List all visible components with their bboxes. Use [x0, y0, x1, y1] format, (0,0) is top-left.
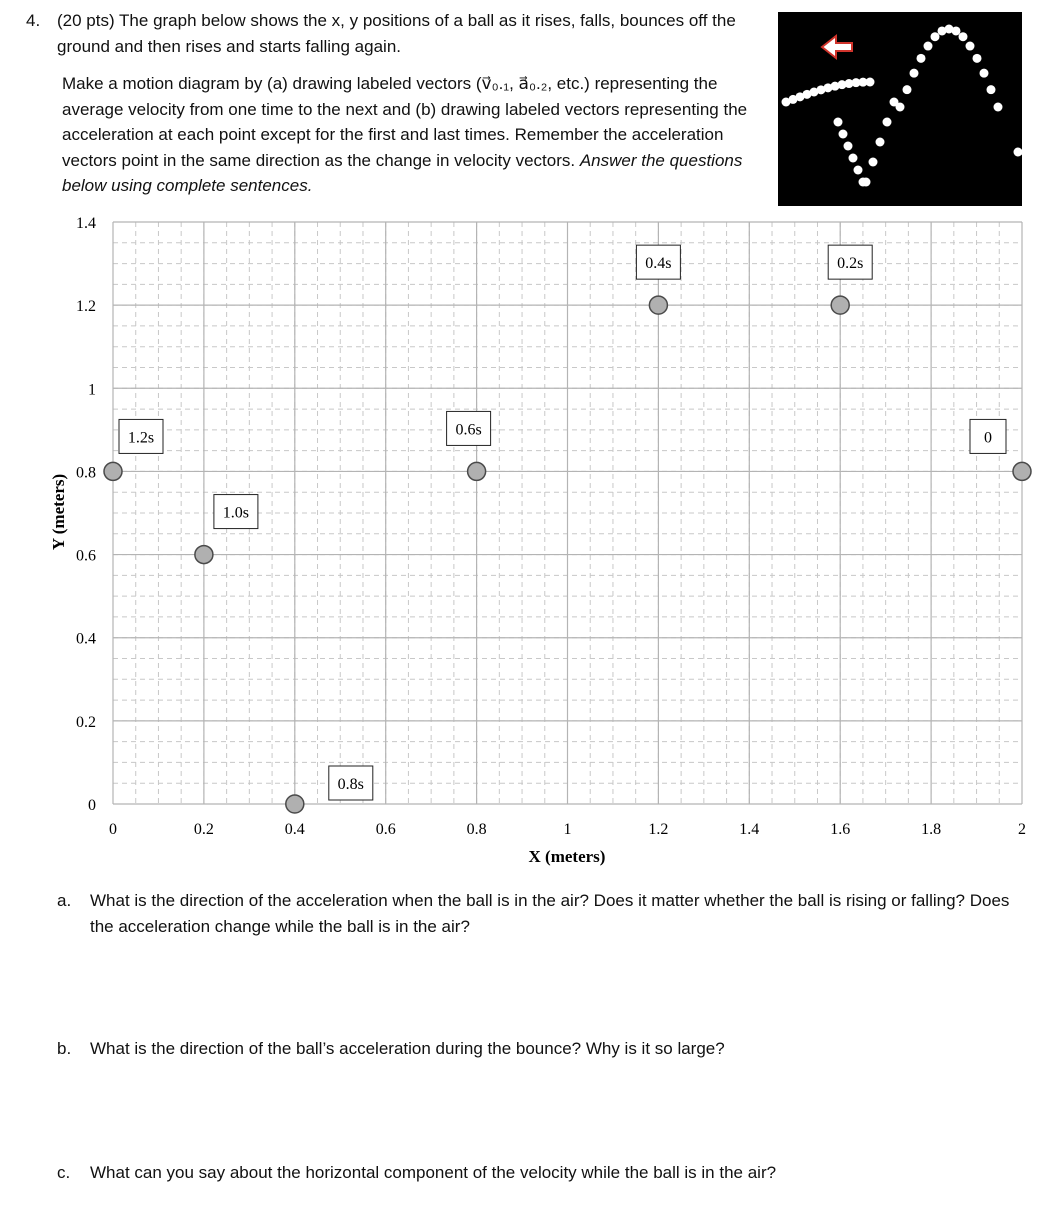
- y-tick-label: 0.8: [76, 464, 96, 482]
- strobe-dot: [883, 118, 892, 127]
- strobe-dot: [924, 42, 933, 51]
- question-number: 4.: [26, 11, 41, 30]
- sub-question-c-label: c.: [57, 1163, 71, 1182]
- data-point: [286, 795, 304, 813]
- strobe-dot: [839, 130, 848, 139]
- data-point: [1013, 462, 1031, 480]
- time-label: 0.8s: [337, 776, 364, 793]
- x-tick-label: 1.2: [648, 821, 669, 838]
- x-tick-label: 1.4: [739, 821, 760, 838]
- strobe-dot: [994, 103, 1003, 112]
- sub-question-b-text: What is the direction of the ball’s acceleration during the bounce? Why is it so large?: [90, 1039, 725, 1058]
- x-tick-label: 2: [1018, 821, 1026, 838]
- strobe-dot: [917, 54, 926, 63]
- x-tick-label: 0.2: [193, 821, 214, 838]
- strobe-dot: [931, 32, 940, 41]
- strobe-dot: [987, 85, 996, 94]
- sub-question-a-text: What is the direction of the acceleration when the ball is in the air? Does it matter whether the ball is rising or falling? Does the acceleration change while the ball is in the air?: [90, 891, 1010, 936]
- strobe-dot: [896, 103, 905, 112]
- time-label: 1.2s: [127, 429, 155, 447]
- data-point: [468, 462, 486, 480]
- y-tick-label: 0: [88, 797, 96, 814]
- time-label: 0.4s: [645, 255, 672, 273]
- data-point: [195, 546, 213, 564]
- x-axis-label: X (meters): [528, 847, 606, 866]
- x-tick-label: 1.8: [921, 821, 942, 838]
- strobe-dot: [869, 158, 878, 167]
- time-label: 0.2s: [837, 255, 864, 273]
- position-chart: [0, 205, 1056, 870]
- time-label: 1.0s: [222, 504, 250, 522]
- y-tick-label: 0.6: [76, 547, 96, 565]
- strobe-dot: [854, 166, 863, 175]
- x-tick-label: 1: [563, 821, 572, 838]
- strobe-dot: [844, 142, 853, 151]
- time-labels: [119, 245, 1006, 800]
- strobe-dot: [980, 69, 989, 78]
- strobe-dot: [834, 118, 843, 127]
- data-point: [649, 296, 667, 314]
- x-tick-label: 0.6: [375, 821, 396, 838]
- sub-question-b-label: b.: [57, 1039, 72, 1058]
- strobe-photo: [778, 12, 1022, 206]
- data-point: [104, 462, 122, 480]
- strobe-dot: [903, 85, 912, 94]
- y-tick-label: 1.4: [76, 215, 96, 232]
- data-point: [831, 296, 849, 314]
- strobe-dot: [862, 178, 871, 187]
- strobe-dot: [866, 78, 875, 87]
- y-tick-label: 1.2: [76, 298, 96, 316]
- y-tick-label: 0.2: [76, 713, 96, 731]
- sub-question-a-label: a.: [57, 891, 72, 910]
- sub-question-b: [57, 1036, 1020, 1062]
- strobe-dot: [952, 26, 961, 35]
- strobe-dot: [910, 69, 919, 78]
- y-tick-label: 1: [88, 381, 96, 399]
- sub-question-c: [57, 1160, 1020, 1186]
- question-header: (20 pts) The graph below shows the x, y positions of a ball as it rises, falls, bounces off the ground and then rises and starts falling again.: [57, 11, 736, 56]
- instructions-italic: Answer the questions below using complete sentences.: [62, 150, 743, 195]
- x-tick-label: 1.6: [830, 821, 851, 838]
- time-label: 0: [984, 429, 992, 447]
- instructions-text: Make a motion diagram by (a) drawing labeled vectors (v⃗₀.₁, a⃗₀.₂, etc.) representing the average velocity from one time to the next and (b) drawing labeled vectors representing the acceleration at each point except for the first and last times. Remember the acceleration vectors point in the same direction as the change in velocity vectors.: [62, 74, 748, 170]
- time-label: 0.6s: [455, 421, 482, 439]
- strobe-dot: [966, 42, 975, 51]
- y-tick-labels: [76, 215, 96, 814]
- x-tick-label: 0.4: [284, 821, 305, 838]
- x-tick-label: 0: [109, 821, 117, 838]
- sub-question-c-text: What can you say about the horizontal component of the velocity while the ball is in the air?: [90, 1163, 777, 1182]
- x-tick-label: 0.8: [466, 821, 487, 838]
- strobe-dot: [959, 32, 968, 41]
- y-axis-label: Y (meters): [49, 473, 68, 551]
- strobe-dot: [973, 54, 982, 63]
- sub-question-a: [57, 888, 1020, 940]
- x-tick-labels: [109, 821, 1026, 838]
- question-instructions: [62, 71, 752, 199]
- strobe-dot: [876, 138, 885, 147]
- strobe-dot: [849, 154, 858, 163]
- y-tick-label: 0.4: [76, 630, 96, 648]
